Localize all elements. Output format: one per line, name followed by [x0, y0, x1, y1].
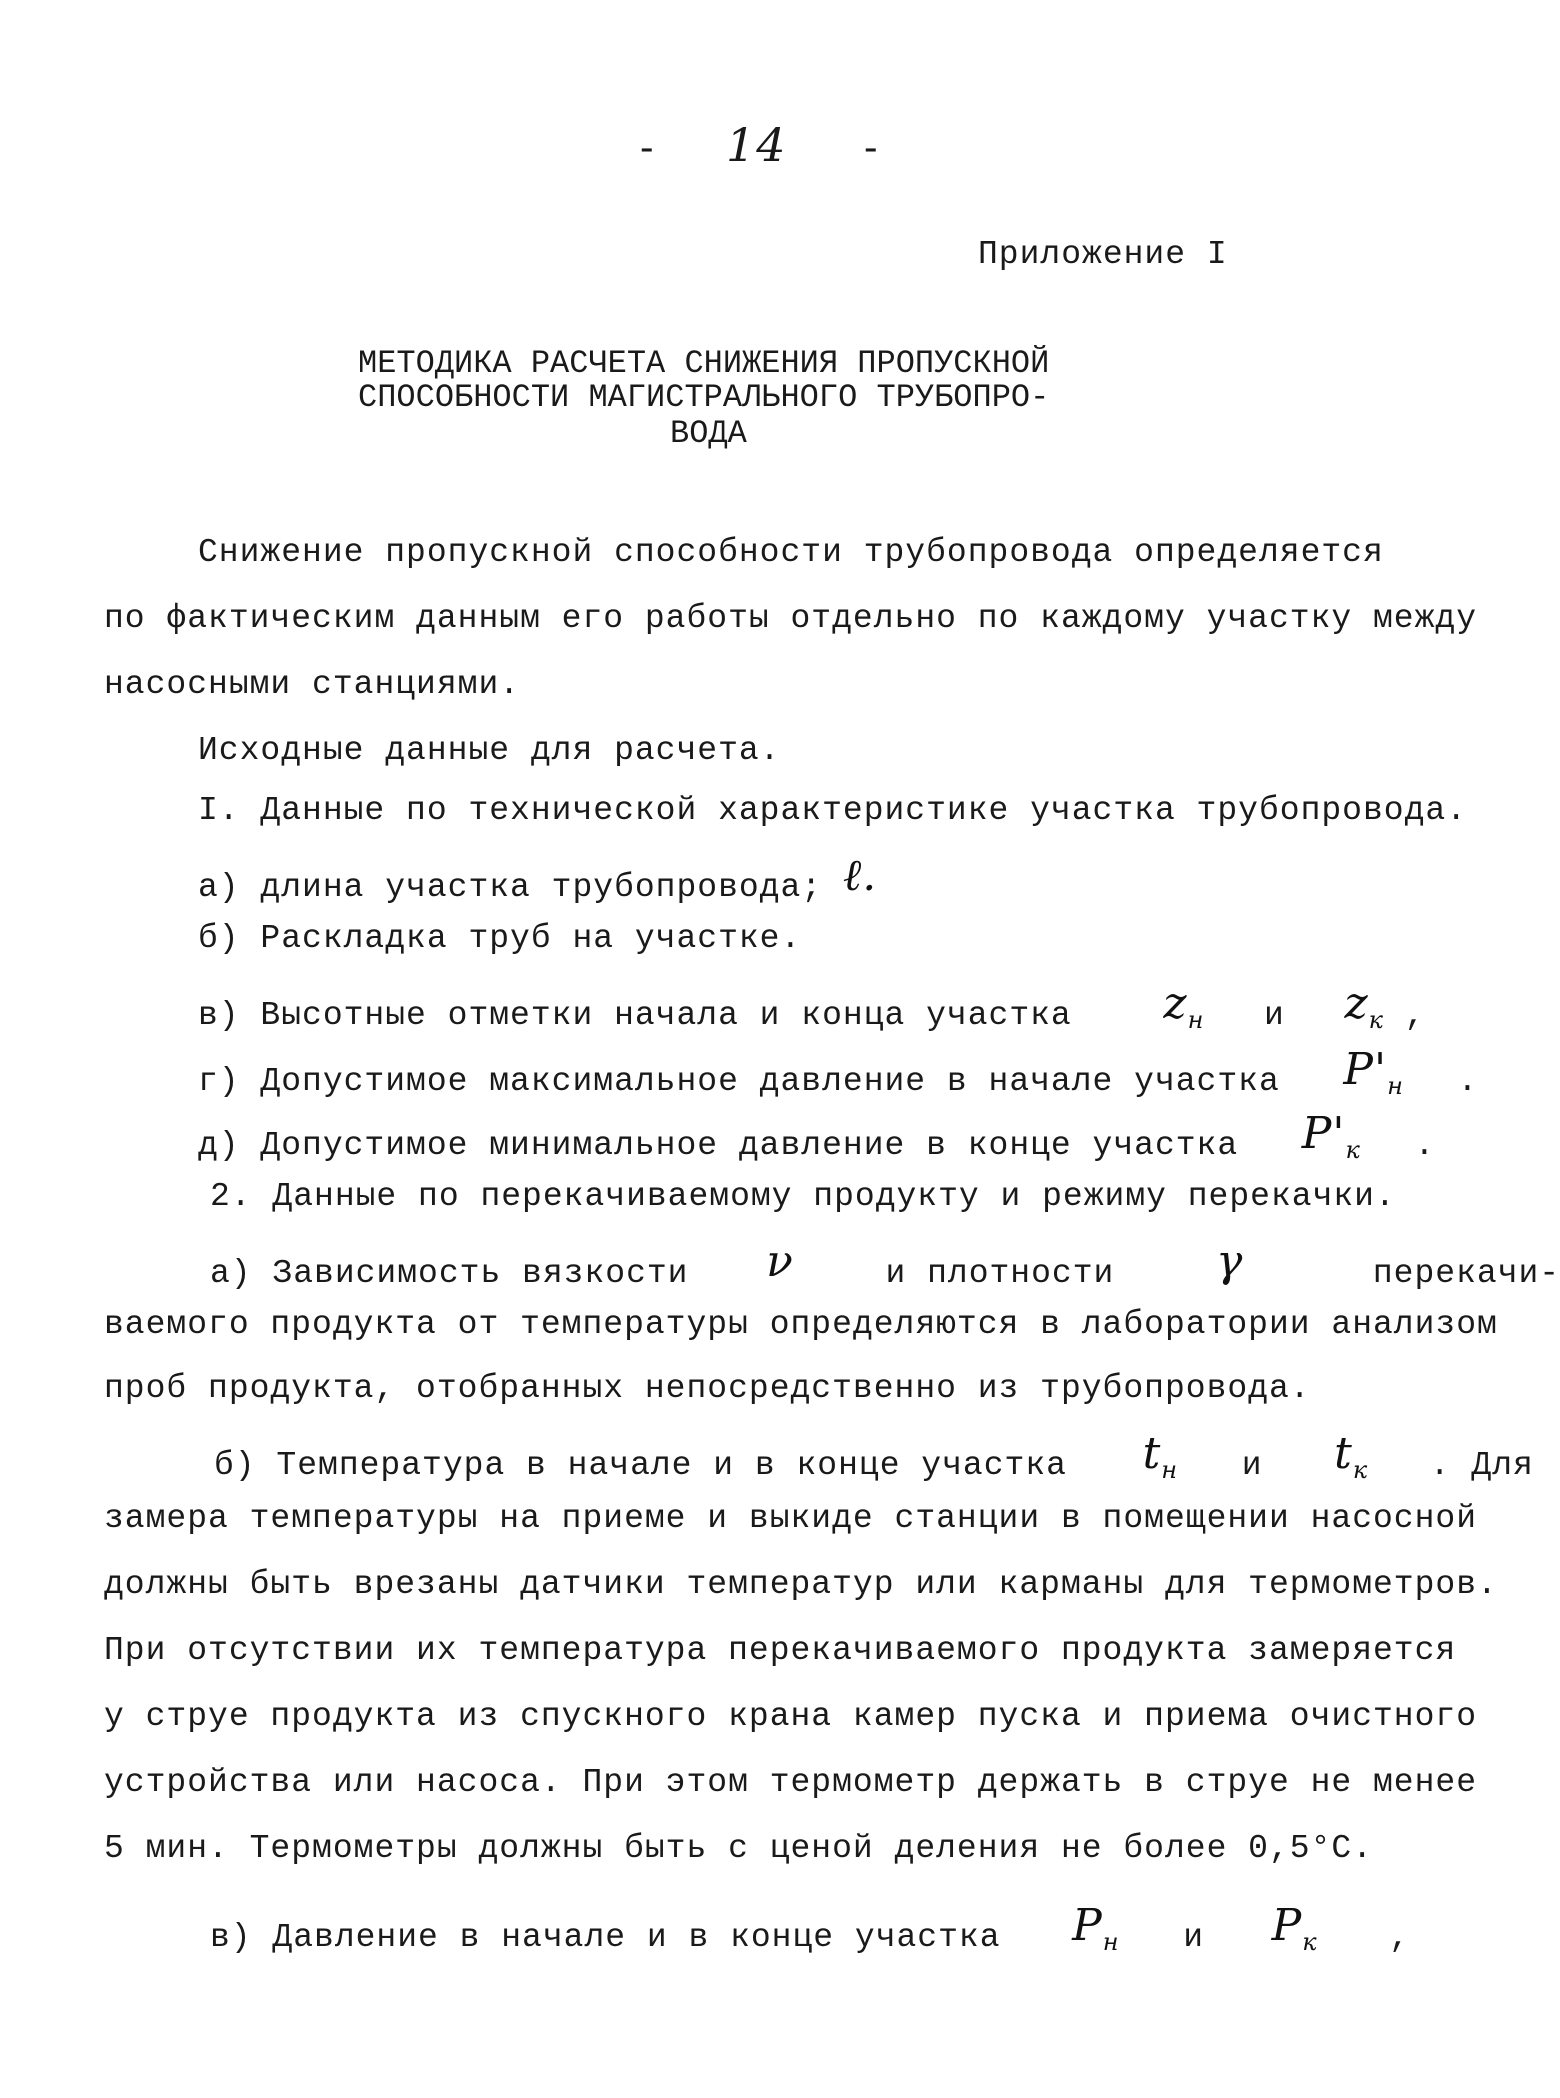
page-number-value: 14 [725, 118, 787, 172]
section2-item-v-line1 [210, 1900, 1411, 1962]
section2-item-b-part1: б) Температура в начале и в конце участка [214, 1447, 1067, 1484]
section1-item-a-text: а) длина участка трубопровода; [198, 869, 823, 906]
temperature-start-symbol: $t_н$ [1142, 1428, 1179, 1484]
section1-item-g-text: г) Допустимое максимальное давление в начале участка [198, 1063, 1280, 1100]
section1-item-g [198, 1044, 1479, 1106]
section2-item-a-part3: перекачи- [1372, 1255, 1560, 1292]
section1-item-d [198, 1108, 1436, 1170]
section1-item-g-end: . [1457, 1063, 1479, 1100]
page-number-dash-right: - [863, 125, 879, 171]
section2-item-b-line1 [214, 1428, 1534, 1490]
section2-item-b-line5: у струе продукта из спускного крана камер пуска и приема очистного [104, 1698, 1478, 1735]
min-pressure-symbol: $P'_к$ [1301, 1108, 1361, 1164]
title-line-1: МЕТОДИКА РАСЧЕТА СНИЖЕНИЯ ПРОПУСКНОЙ [358, 345, 1050, 382]
section1-item-v [198, 978, 1426, 1040]
section2-item-b-and: и [1241, 1447, 1263, 1484]
section2-item-v-end: , [1389, 1919, 1411, 1956]
elevation-end-symbol: $z_к$ [1344, 978, 1384, 1034]
section2-heading: 2. Данные по перекачиваемому продукту и режиму перекачки. [210, 1178, 1396, 1215]
intro-line-3: насосными станциями. [104, 666, 521, 703]
temperature-end-symbol: $t_к$ [1334, 1428, 1369, 1484]
pressure-end-symbol: $P_к$ [1271, 1900, 1318, 1956]
section2-item-a-line3: проб продукта, отобранных непосредственно из трубопровода. [104, 1370, 1311, 1407]
viscosity-symbol: ν [766, 1236, 794, 1287]
source-data-heading: Исходные данные для расчета. [198, 732, 781, 769]
section2-item-b-line4: При отсутствии их температура перекачиваемого продукта замеряется [104, 1632, 1457, 1669]
section2-item-v-and: и [1183, 1919, 1205, 1956]
section2-item-a-line2: ваемого продукта от температуры определяются в лаборатории анализом [104, 1306, 1498, 1343]
section2-item-a-line1 [210, 1236, 1560, 1293]
title-line-3: ВОДА [670, 415, 747, 452]
pressure-start-symbol: $P_н$ [1072, 1900, 1120, 1956]
section2-item-b-line2: замера температуры на приеме и выкиде станции в помещении насосной [104, 1500, 1478, 1537]
title-line-2: СПОСОБНОСТИ МАГИСТРАЛЬНОГО ТРУБОПРО- [358, 379, 1050, 416]
section1-item-a [198, 850, 878, 907]
density-symbol: γ [1215, 1236, 1244, 1287]
section1-item-b: б) Раскладка труб на участке. [198, 920, 802, 957]
section1-heading: I. Данные по технической характеристике участка трубопровода. [198, 792, 1467, 829]
section2-item-a-part2: и плотности [885, 1255, 1115, 1292]
section1-item-v-and: и [1264, 997, 1285, 1034]
intro-line-2: по фактическим данным его работы отдельно по каждому участку между [104, 600, 1478, 637]
section1-item-d-end: . [1414, 1127, 1436, 1164]
section2-item-v-part1: в) Давление в начале и в конце участка [210, 1919, 1001, 1956]
max-pressure-symbol: $P'_н$ [1343, 1044, 1404, 1100]
section2-item-b-part2: . Для [1429, 1447, 1534, 1484]
intro-line-1: Снижение пропускной способности трубопровода определяется [198, 534, 1384, 571]
page-number-dash-left: - [640, 125, 655, 171]
section2-item-b-line3: должны быть врезаны датчики температур или карманы для термометров. [104, 1566, 1498, 1603]
section1-item-d-text: д) Допустимое минимальное давление в конце участка [198, 1127, 1239, 1164]
section1-item-v-text: в) Высотные отметки начала и конца участка [198, 997, 1072, 1034]
appendix-label: Приложение I [978, 236, 1228, 273]
section1-item-v-end: , [1404, 997, 1426, 1034]
section2-item-b-line7: 5 мин. Термометры должны быть с ценой деления не более 0,5°С. [104, 1830, 1373, 1867]
length-symbol: ℓ. [842, 850, 878, 901]
page-number [640, 118, 878, 172]
section2-item-b-line6: устройства или насоса. При этом термометр держать в струе не менее [104, 1764, 1478, 1801]
section2-item-a-part1: а) Зависимость вязкости [210, 1255, 689, 1292]
elevation-start-symbol: $z_н$ [1163, 978, 1205, 1034]
